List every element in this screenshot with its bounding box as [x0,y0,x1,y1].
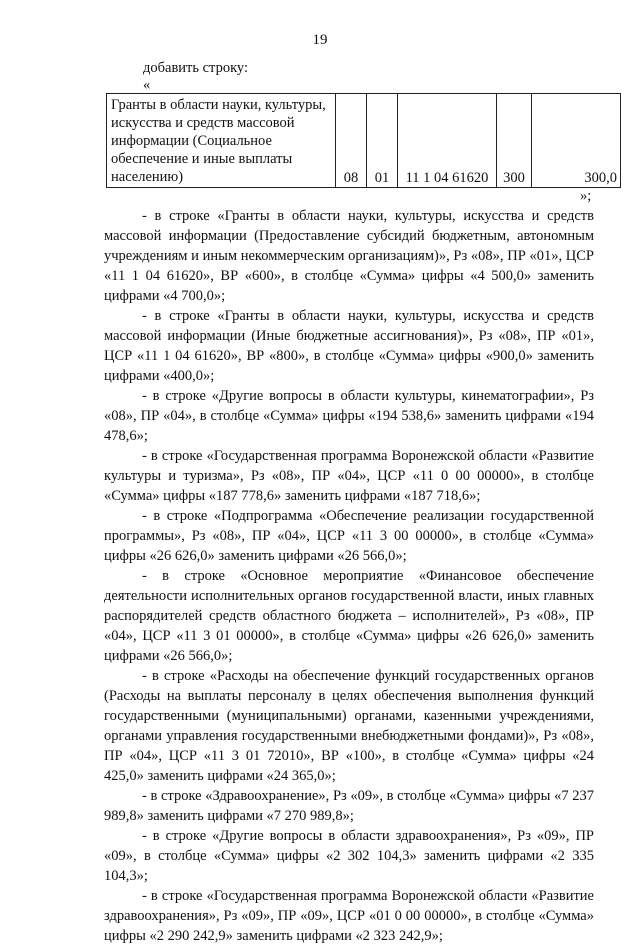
amendment-paragraph: - в строке «Гранты в области науки, культуры, искусства и средств массовой информации (Иные бюджетные ассигнования)», Рз «08», ПР «01», ЦСР «11 1 04 61620», ВР «800», в столбце «Сумма» цифры «900,0» заменить цифрами «400,0»; [104,308,594,384]
amendment-paragraph: - в строке «Государственная программа Воронежской области «Развитие здравоохранения», Рз «09», ПР «09», ЦСР «01 0 00 00000», в столбце «Сумма» цифры «2 290 242,9» заменить цифрами «2 323 242,9»; [104,888,594,944]
inserted-row-table [106,93,621,188]
amendment-paragraph: - в строке «Другие вопросы в области здравоохранения», Рз «09», ПР «09», в столбце «Сумма» цифры «2 302 104,3» заменить цифрами «2 335 104,3»; [104,828,594,884]
rz-cell: 08 [336,94,367,188]
sum-cell: 300,0 [532,94,621,188]
row-name-cell: Гранты в области науки, культуры, искусства и средств массовой информации (Социальное обеспечение и иные выплаты населению) [107,94,336,188]
close-quote: »; [580,188,592,204]
amendment-paragraph: - в строке «Основное мероприятие «Финансовое обеспечение деятельности исполнительных органов государственной власти, иных главных распорядителей средств областного бюджета – исполнителей», Рз «08», ПР «04», ЦСР «11 3 01 00000», в столбце «Сумма» цифры «26 626,0» заменить цифрами «26 566,0»; [104,568,594,664]
pr-cell: 01 [367,94,398,188]
amendment-paragraph: - в строке «Подпрограмма «Обеспечение реализации государственной программы», Рз «08», ПР «04», ЦСР «11 3 00 00000», в столбце «Сумма» цифры «26 626,0» заменить цифрами «26 566,0»; [104,508,594,564]
open-quote: « [143,77,151,93]
amendment-paragraph: - в строке «Расходы на обеспечение функций государственных органов (Расходы на выплаты персоналу в целях обеспечения выполнения функций государственными (муниципальными) органами, казенными учреждениями, органами управления государственными внебюджетными фондами)», Рз «08», ПР «04», ЦСР «11 3 01 72010», ВР «100», в столбце «Сумма» цифры «24 425,0» заменить цифрами «24 365,0»; [104,668,594,784]
amendments-text [104,206,594,946]
amendment-paragraph: - в строке «Государственная программа Воронежской области «Развитие культуры и туризма», Рз «08», ПР «04», ЦСР «11 0 00 00000», в столбце «Сумма» цифры «187 778,6» заменить цифрами «187 718,6»; [104,448,594,504]
intro-text: добавить строку: [143,60,248,76]
table-row [107,94,621,188]
csr-cell: 11 1 04 61620 [398,94,497,188]
amendment-paragraph: - в строке «Другие вопросы в области культуры, кинематографии», Рз «08», ПР «04», в столбце «Сумма» цифры «194 538,6» заменить цифрами «194 478,6»; [104,388,594,444]
amendment-paragraph: - в строке «Здравоохранение», Рз «09», в столбце «Сумма» цифры «7 237 989,8» заменить цифрами «7 270 989,8»; [104,788,594,824]
amendment-paragraph: - в строке «Гранты в области науки, культуры, искусства и средств массовой информации (Предоставление субсидий бюджетным, автономным учреждениям и иным некоммерческим организациям)», Рз «08», ПР «01», ЦСР «11 1 04 61620», ВР «600», в столбце «Сумма» цифры «4 500,0» заменить цифрами «4 700,0»; [104,208,594,304]
vr-cell: 300 [497,94,532,188]
page-number: 19 [312,32,328,48]
